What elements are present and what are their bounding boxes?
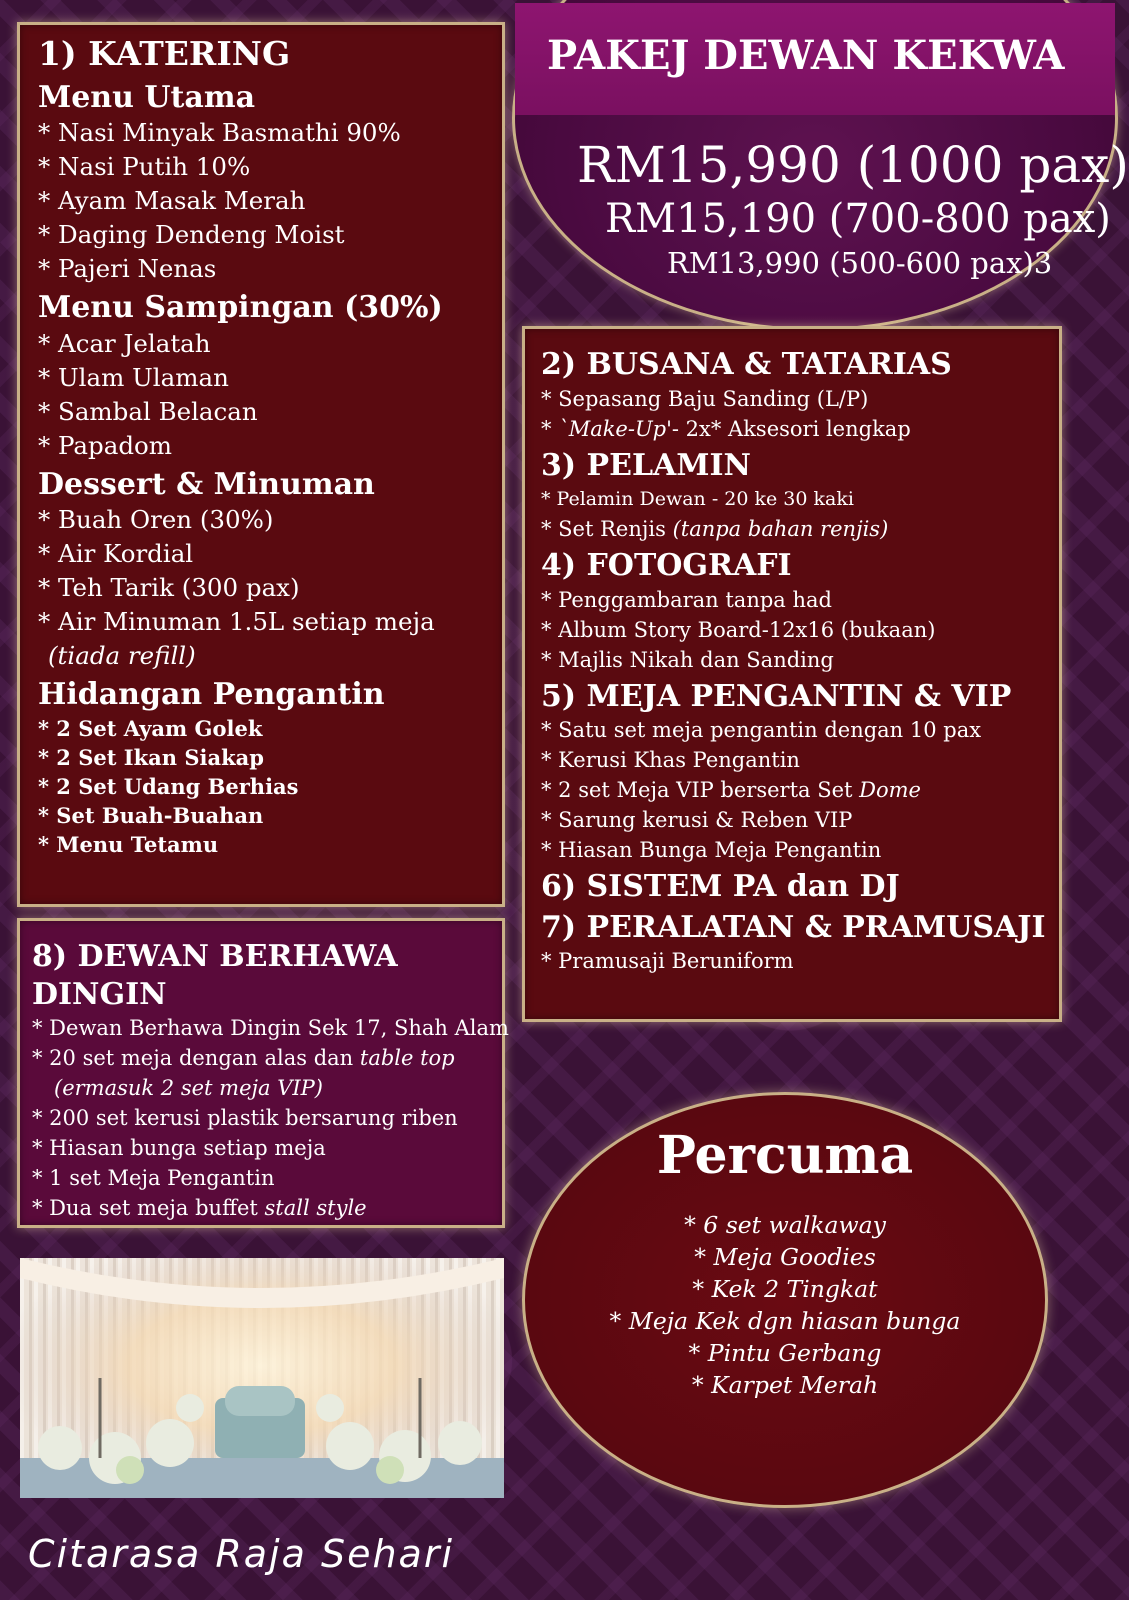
item-italic: Dome (859, 778, 921, 802)
list-item: * Ulam Ulaman (38, 362, 229, 392)
dessert-note: (tiada refill) (48, 641, 196, 671)
list-item: * Kek 2 Tingkat (692, 1275, 878, 1304)
list-item: * Hiasan Bunga Meja Pengantin (541, 838, 882, 862)
list-item: * Menu Tetamu (38, 831, 219, 857)
list-item (541, 514, 1059, 544)
item-italic: `Make-Up' (558, 416, 672, 441)
sistem-pa-heading: 6) SISTEM PA dan DJ (541, 869, 900, 904)
percuma-title: Percuma (656, 1125, 914, 1186)
list-item: * Ayam Masak Merah (38, 186, 306, 216)
item-italic: table top (359, 1046, 455, 1070)
katering-title: 1) KATERING (38, 34, 291, 73)
price-badge (512, 0, 1129, 331)
item-note: (ermasuk 2 set meja VIP) (54, 1076, 323, 1100)
busana-heading: 2) BUSANA & TATARIAS (541, 347, 952, 382)
list-item: * 2 Set Ayam Golek (38, 715, 263, 741)
list-item (541, 775, 1059, 805)
list-item (32, 1043, 502, 1073)
signature: Citarasa Raja Sehari (28, 1532, 455, 1576)
item-text: * Dua set meja buffet (32, 1196, 265, 1220)
item-italic: stall style (264, 1196, 367, 1220)
fotografi-heading: 4) FOTOGRAFI (541, 548, 792, 583)
list-item: * Satu set meja pengantin dengan 10 pax (541, 718, 982, 742)
pelamin-heading: 3) PELAMIN (541, 447, 751, 483)
menu-utama-heading: Menu Utama (38, 79, 256, 115)
list-item: * Papadom (38, 430, 172, 460)
list-item: * Nasi Putih 10% (38, 152, 251, 182)
list-item: * Pramusaji Beruniform (541, 949, 794, 973)
list-item: * Sarung kerusi & Reben VIP (541, 808, 853, 832)
list-item: * 6 set walkaway (684, 1211, 886, 1240)
list-item: * 200 set kerusi plastik bersarung riben (32, 1106, 458, 1130)
peralatan-heading: 7) PERALATAN & PRAMUSAJI (541, 909, 1046, 945)
price-500-600-pax: RM13,990 (500-600 pax)3 (667, 246, 1053, 280)
item-suffix: - 2x* Aksesori lengkap (671, 416, 911, 441)
list-item: * Meja Kek dgn hiasan bunga (609, 1307, 961, 1336)
list-item: * Pajeri Nenas (38, 254, 217, 284)
list-item: * Majlis Nikah dan Sanding (541, 647, 834, 672)
item-text: * 20 set meja dengan alas dan (32, 1046, 360, 1070)
list-item: * Air Kordial (38, 539, 194, 569)
katering-panel (17, 22, 505, 907)
list-item: * Sepasang Baju Sanding (L/P) (541, 386, 869, 411)
item-text: * Set Renjis (541, 517, 673, 541)
list-item: * Kerusi Khas Pengantin (541, 748, 800, 772)
list-item: * Hiasan bunga setiap meja (32, 1136, 326, 1160)
list-item: * Pintu Gerbang (688, 1339, 882, 1368)
list-item: * Daging Dendeng Moist (38, 220, 345, 250)
dewan-heading: 8) DEWAN BERHAWA DINGIN (32, 939, 398, 1012)
menu-sampingan-heading: Menu Sampingan (30%) (38, 290, 443, 326)
list-item: * Karpet Merah (691, 1371, 879, 1400)
list-item: * Nasi Minyak Basmathi 90% (38, 118, 401, 148)
list-item (32, 1193, 502, 1223)
list-item: * Dewan Berhawa Dingin Sek 17, Shah Alam (32, 1016, 509, 1040)
list-item: * 1 set Meja Pengantin (32, 1166, 275, 1190)
list-item: * Meja Goodies (694, 1243, 876, 1272)
list-item: * 2 Set Ikan Siakap (38, 744, 264, 770)
item-prefix: * (541, 416, 559, 441)
list-item: * Pelamin Dewan - 20 ke 30 kaki (541, 488, 854, 510)
list-item: * 2 Set Udang Berhias (38, 773, 299, 799)
list-item (541, 414, 1059, 444)
list-item: * Buah Oren (30%) (38, 505, 274, 535)
services-panel (522, 326, 1062, 1022)
item-italic: (tanpa bahan renjis) (672, 517, 889, 541)
list-item: * Penggambaran tanpa had (541, 587, 832, 612)
price-700-800-pax: RM15,190 (700-800 pax) (605, 196, 1111, 242)
pelamin-photo (20, 1258, 504, 1498)
dessert-heading: Dessert & Minuman (38, 466, 375, 502)
list-item: * Sambal Belacan (38, 396, 258, 426)
percuma-list (525, 1209, 1045, 1401)
list-item: * Air Minuman 1.5L setiap meja (38, 607, 435, 637)
price-1000-pax: RM15,990 (1000 pax) (577, 136, 1129, 194)
percuma-badge (522, 1092, 1048, 1508)
meja-heading: 5) MEJA PENGANTIN & VIP (541, 678, 1012, 714)
package-title: PAKEJ DEWAN KEKWA (547, 32, 1065, 79)
dewan-panel (17, 918, 509, 1228)
list-item: * Set Buah-Buahan (38, 802, 264, 828)
list-item: * Teh Tarik (300 pax) (38, 573, 300, 603)
item-text: * 2 set Meja VIP berserta Set (541, 778, 860, 802)
list-item: * Album Story Board-12x16 (bukaan) (541, 617, 936, 642)
list-item: * Acar Jelatah (38, 328, 211, 358)
hidangan-heading: Hidangan Pengantin (38, 677, 385, 713)
